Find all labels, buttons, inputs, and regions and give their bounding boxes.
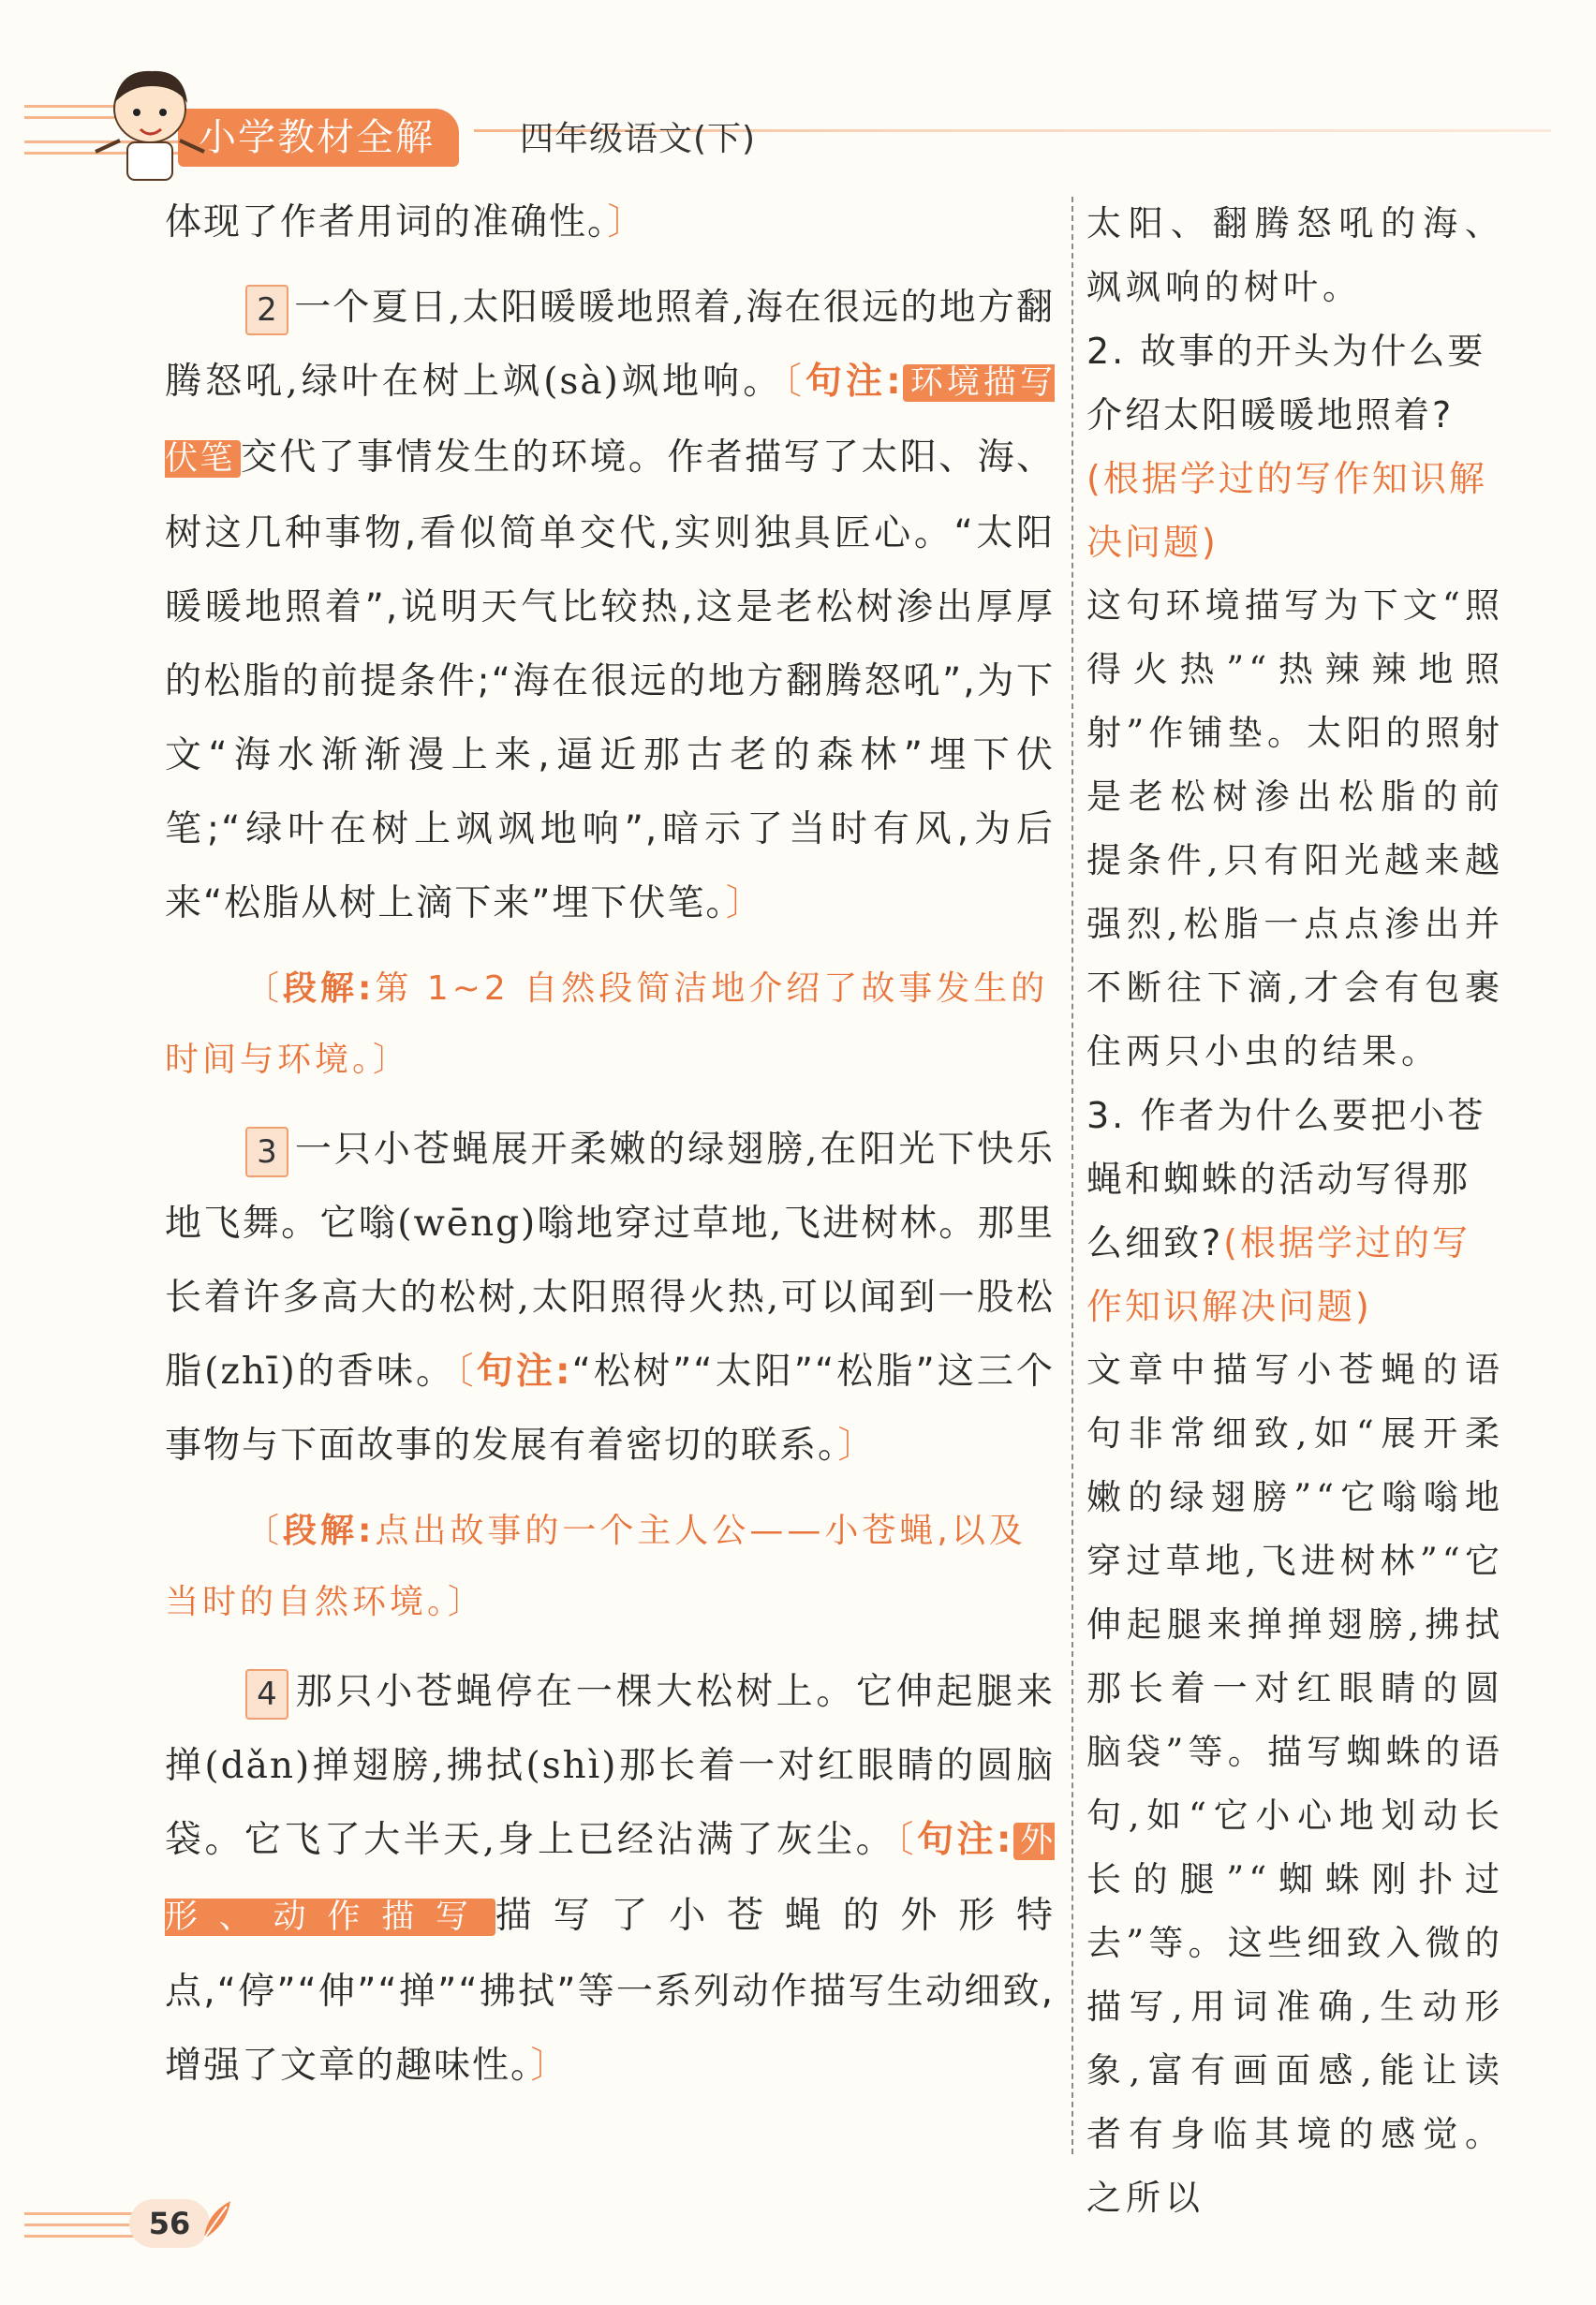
annotation-label: 句注: [805, 361, 903, 403]
question [1086, 1084, 1504, 1338]
question [1086, 319, 1504, 574]
annotation-label: 句注: [917, 1819, 1013, 1861]
paragraph-4 [165, 1655, 1055, 2103]
answer-text: 太阳、翻腾怒吼的海、飒飒响的树叶。 [1086, 203, 1504, 307]
question-text: 3. 作者为什么要把小苍蝇和蜘蛛的活动写得那么细致? [1086, 1095, 1486, 1263]
paragraph-text: 体现了作者用词的准确性。 [165, 201, 608, 244]
paragraph-text: 一只小苍蝇展开柔嫩的绿翅膀,在阳光下快乐地飞舞。它嗡(wēng)嗡地穿过草地,飞进树林。那里长着许多高大的松树,太阳照得火热,可以闻到一股松脂(zhī)的香味。 [165, 1129, 1055, 1393]
sentence-annotation: 〔句注: 环境描写 伏笔 交代了事情发生的环境。作者描写了太阳、海、树这几种事物,看似简单交代,实则独具匠心。“太阳暖暖地照着”,说明天气比较热,这是老松树渗出厚厚的松脂的前提条件;“海在很远的地方翻腾怒吼”,为下文“海水渐渐漫上来,逼近那古老的森林”埋下伏笔;“绿叶在树上飒飒地响”,暗示了当时有风,为后来“松脂从树上滴下来”埋下伏笔。〕 [165, 361, 1055, 924]
paragraph-text: 一个夏日,太阳暖暖地照着,海在很远的地方翻腾怒吼,绿叶在树上飒(sà)飒地响。 [165, 287, 1055, 403]
book-title: 四年级语文(下) [520, 120, 757, 158]
paragraph-number: 2 [245, 285, 288, 335]
annotation-tag: 环境描写 伏笔 [165, 364, 1055, 478]
paragraph-number: 3 [245, 1127, 288, 1177]
column-divider [1071, 197, 1073, 2154]
summary-text: 第 1~2 自然段简洁地介绍了故事发生的时间与环境。 [165, 969, 1049, 1079]
paragraph-2 [165, 271, 1055, 940]
paragraph: 体现了作者用词的准确性。〕 [165, 201, 646, 244]
brand-label: 小学教材全解 [199, 116, 435, 159]
paragraph-number: 4 [245, 1669, 288, 1720]
annotation-label: 句注: [476, 1351, 572, 1393]
annotation-text: 描写了小苍蝇的外形特点,“停”“伸”“掸”“拂拭”等一系列动作描写生动细致,增强了文章的趣味性。 [165, 1895, 1055, 2087]
boy-mascot-icon [82, 62, 223, 184]
annotation-text: 交代了事情发生的环境。作者描写了太阳、海、树这几种事物,看似简单交代,实则独具匠心。“太阳暖暖地照着”,说明天气比较热,这是老松树渗出厚厚的松脂的前提条件;“海在很远的地方翻腾怒吼”,为下文“海水渐渐漫上来,逼近那古老的森林”埋下伏笔;“绿叶在树上飒飒地响”,暗示了当时有风,为后来“松脂从树上滴下来”埋下伏笔。 [165, 436, 1055, 924]
summary-label: 段解: [283, 1512, 376, 1550]
paragraph-text: 那只小苍蝇停在一棵大松树上。它伸起腿来掸(dǎn)掸翅膀,拂拭(shì)那长着一对红眼睛的圆脑袋。它飞了大半天,身上已经沾满了灰尘。 [165, 1671, 1055, 1861]
sentence-annotation: 〔句注:“松树”“太阳”“松脂”这三个事物与下面故事的发展有着密切的联系。〕 [165, 1351, 1055, 1467]
summary-label: 段解: [283, 969, 376, 1008]
question-hint: (根据学过的写作知识解决问题) [1086, 458, 1487, 563]
leaf-icon [199, 2197, 236, 2242]
paragraph-summary: 〔段解:第 1~2 自然段简洁地介绍了故事发生的时间与环境。〕 [165, 969, 1049, 1079]
sentence-annotation: 〔句注: 外形、动作描写 描写了小苍蝇的外形特点,“停”“伸”“掸”“拂拭”等一系列动作描写生动细致,增强了文章的趣味性。〕 [165, 1819, 1055, 2087]
annotation-text: “松树”“太阳”“松脂”这三个事物与下面故事的发展有着密切的联系。 [165, 1351, 1055, 1467]
main-text-column [165, 185, 1055, 2103]
annotation-tag: 外形、动作描写 [165, 1823, 1055, 1936]
paragraph-summary: 〔段解:点出故事的一个主人公——小苍蝇,以及当时的自然环境。〕 [165, 1512, 1027, 1621]
answer-text: 这句环境描写为下文“照得火热”“热辣辣地照射”作铺垫。太阳的照射是老松树渗出松脂的前提条件,只有阳光越来越强烈,松脂一点点渗出并不断往下滴,才会有包裹住两只小虫的结果。 [1086, 585, 1504, 1071]
page-number: 56 [129, 2199, 210, 2248]
answer-text: 文章中描写小苍蝇的语句非常细致,如“展开柔嫩的绿翅膀”“它嗡嗡地穿过草地,飞进树林”“它伸起腿来掸掸翅膀,拂拭那长着一对红眼睛的圆脑袋”等。描写蜘蛛的语句,如“它小心地划动长长的腿”“蜘蛛刚扑过去”等。这些细致入微的描写,用词准确,生动形象,富有画面感,能让读者有身临其境的感觉。之所以 [1086, 1350, 1504, 2218]
summary-text: 点出故事的一个主人公——小苍蝇,以及当时的自然环境。 [165, 1512, 1027, 1621]
side-notes-column [1086, 192, 1504, 2230]
paragraph-3 [165, 1113, 1055, 1483]
question-hint: (根据学过的写作知识解决问题) [1086, 1222, 1470, 1327]
question-text: 2. 故事的开头为什么要介绍太阳暖暖地照着? [1086, 331, 1486, 436]
